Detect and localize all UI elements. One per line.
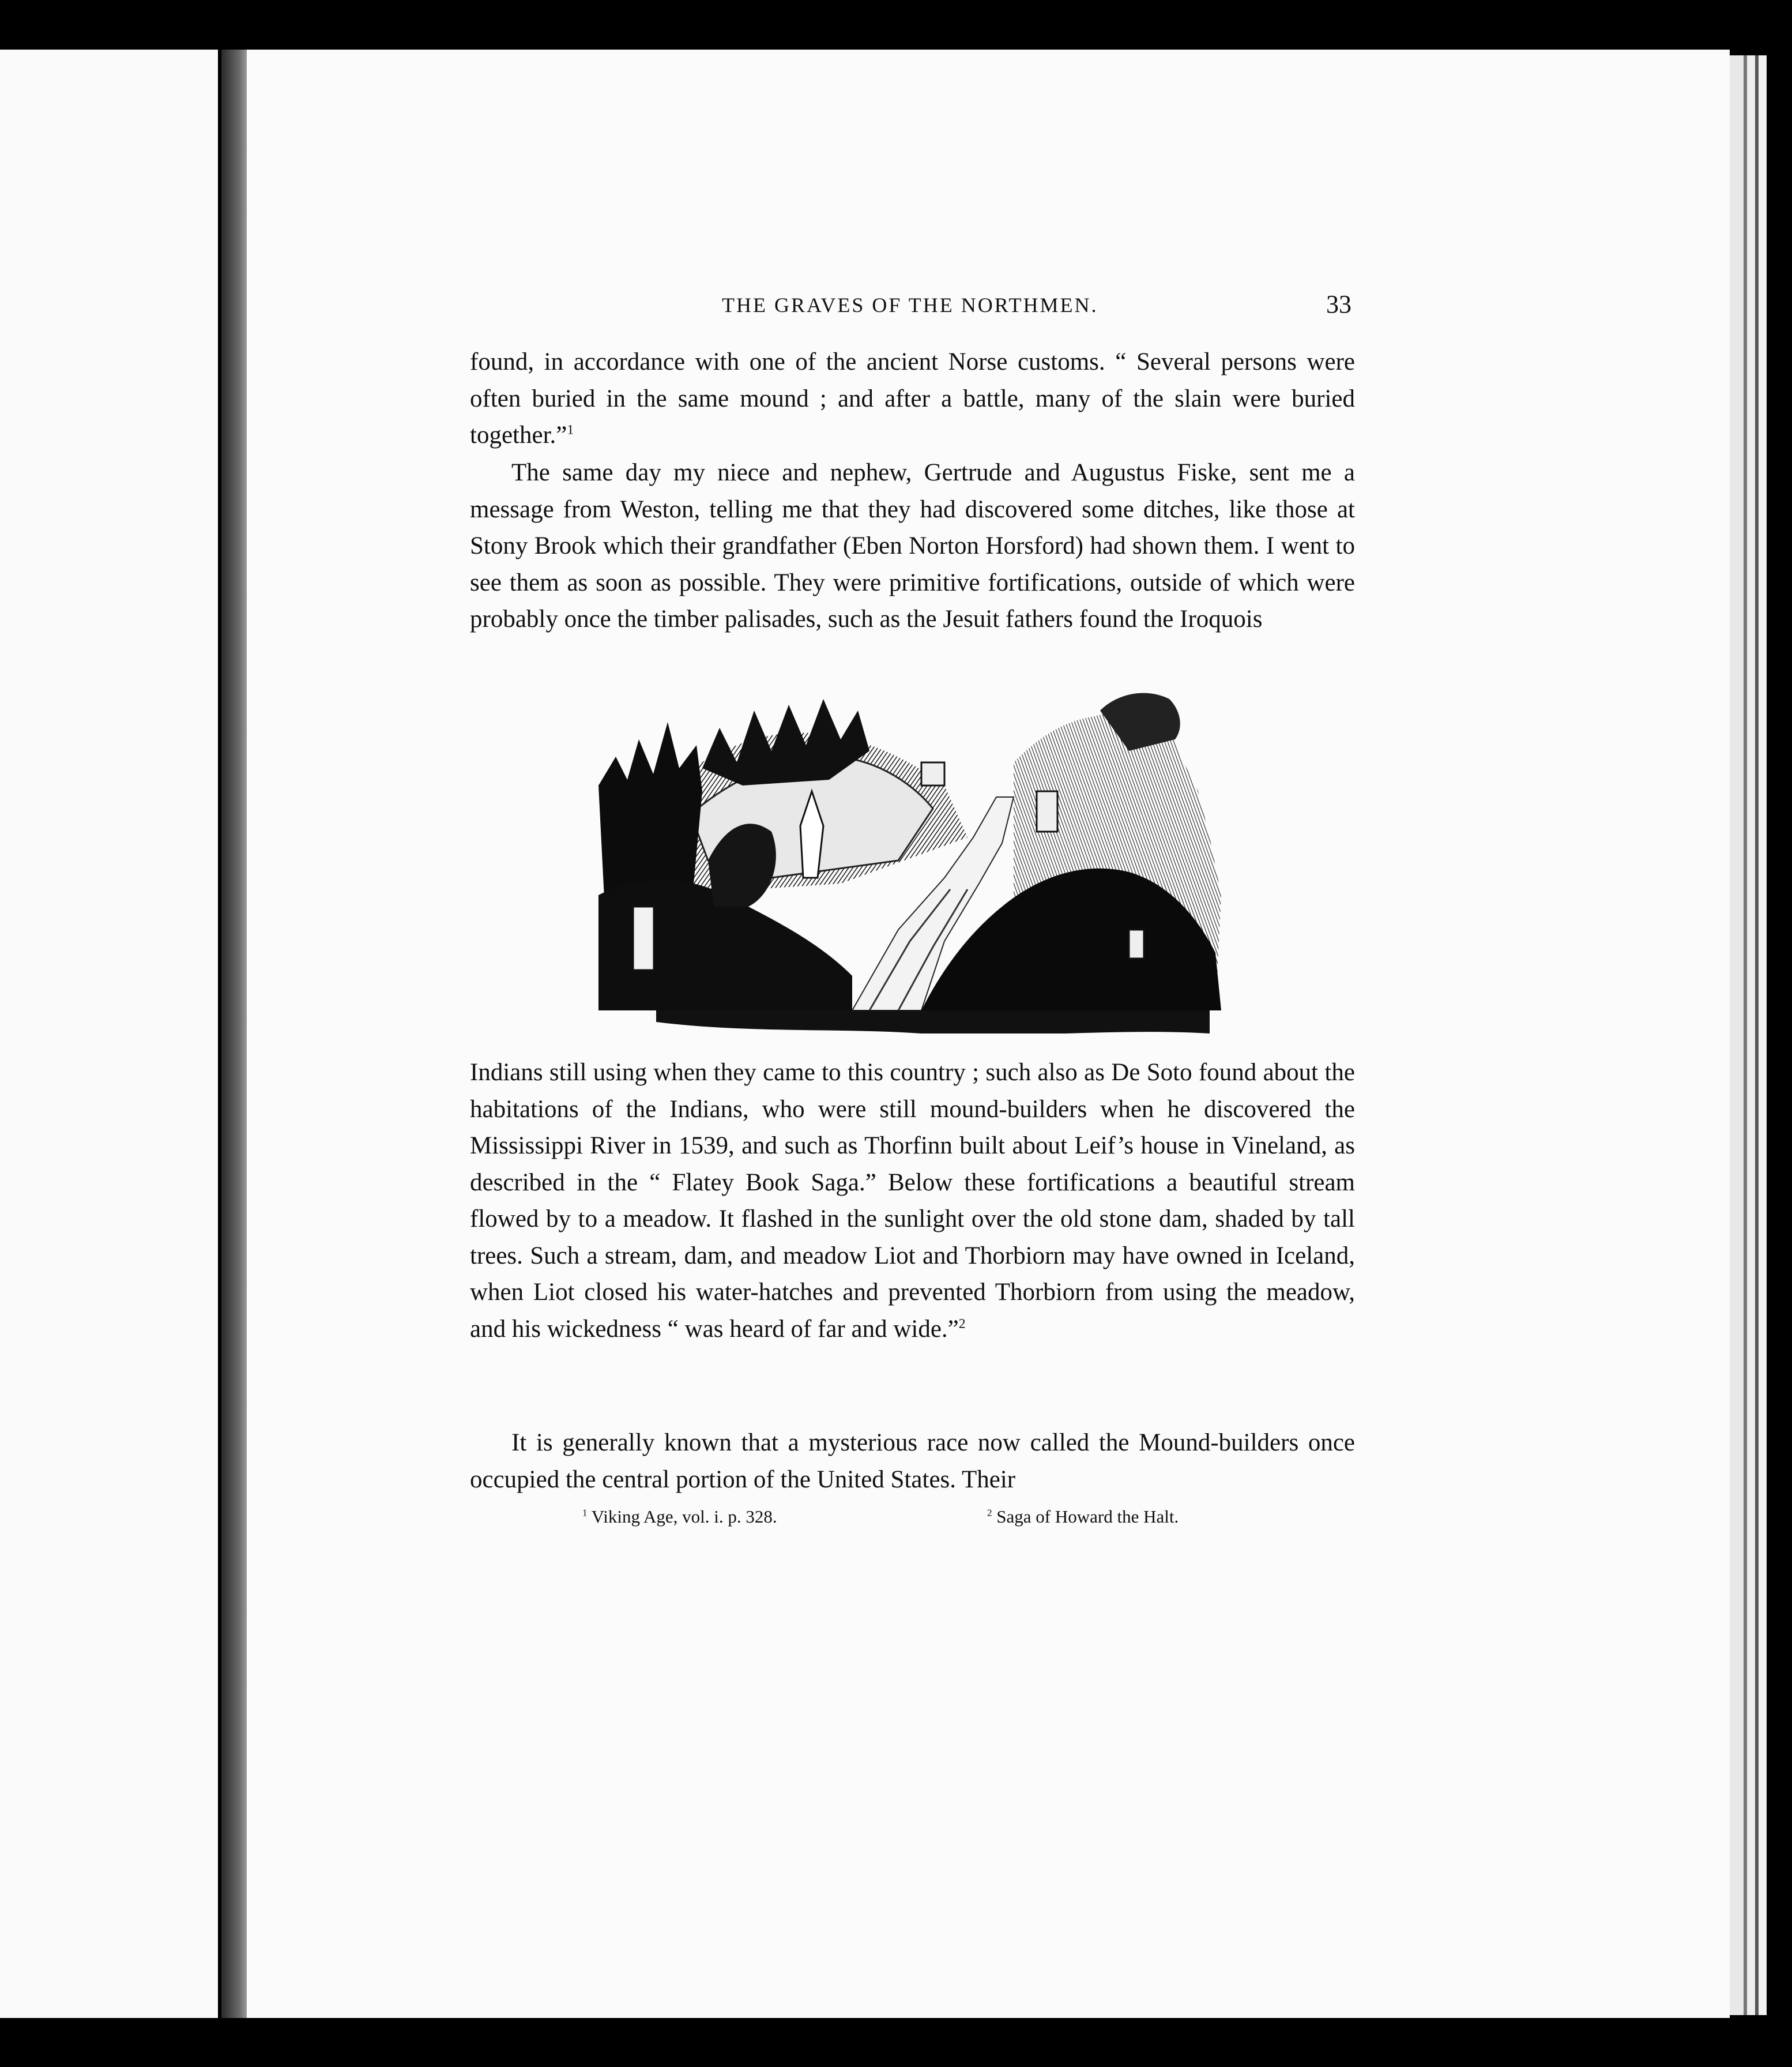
running-header: THE GRAVES OF THE NORTHMEN. [722,294,1098,317]
facing-page-edge [0,50,218,2018]
page-stack-edge [1759,55,1767,2015]
paragraph-text: Indians still using when they came to this country ; such also as De Soto found about the habitations of the Indians, who were still mound-builders when he discovered the Mississippi River in 1539, and such as Thorfinn built about Leif’s house in Vineland, as described in the “ Flatey Book Saga.” Below these fortifications a beautiful stream flowed by to a meadow. It flashed in the sunlight over the old stone dam, shaded by tall trees. Such a stream, dam, and meadow Liot and Thorbiorn may have owned in Iceland, when Liot closed his water-hatches and prevented Thorbiorn from using the meadow, and his wickedness “ was heard of far and wide.” [470,1059,1355,1343]
paragraph-text: The same day my niece and nephew, Gertrude and Augustus Fiske, sent me a message from Weston, telling me that they had discovered some ditches, like those at Stony Brook which their grandfather (Eben Norton Horsford) had shown them. I went to see them as soon as possible. They were primitive fortifications, outside of which were probably once the timber palisades, such as the Jesuit fathers found the Iroquois [470,459,1355,633]
footnote-mark: 2 [987,1507,992,1519]
footnote [987,1506,1179,1527]
footnote-text: Viking Age, vol. i. p. 328. [591,1506,777,1527]
page-number: 33 [1326,290,1351,318]
footnote-mark: 1 [582,1507,588,1519]
paragraph [470,454,1355,638]
footnote-ref: 2 [958,1316,966,1332]
paragraph [470,1425,1355,1498]
footnote [582,1506,777,1527]
page-stack-edge [1747,55,1755,2015]
paragraph [470,1054,1355,1347]
paragraph-text: found, in accordance with one of the ancient Norse customs. “ Several persons were often buried in the same mound ; and after a battle, many of the slain were buried together.” [470,348,1355,449]
book-gutter [221,50,247,2018]
engraving-illustration [598,687,1221,1034]
paragraph-text: It is generally known that a mysterious race now called the Mound-builders once occupied the central portion of the United States. Their [470,1429,1355,1493]
footnote-text: Saga of Howard the Halt. [996,1506,1179,1527]
footnote-ref: 1 [567,422,574,438]
page-stack-edge [1730,55,1744,2015]
paragraph [470,344,1355,454]
